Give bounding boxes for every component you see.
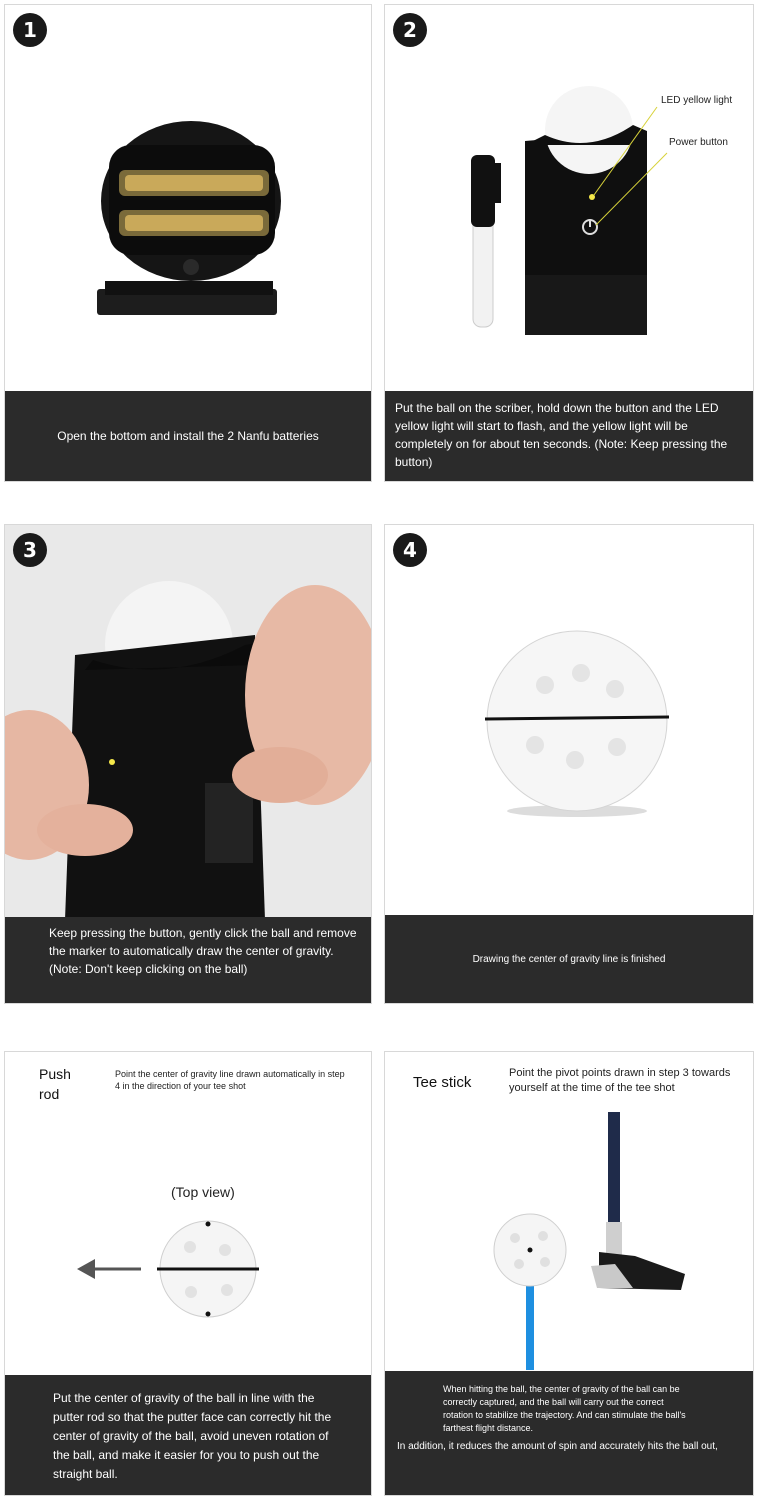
step-number-badge: 4 bbox=[393, 533, 427, 567]
caption-text-2: In addition, it reduces the amount of spin and accurately hits the ball out, bbox=[397, 1441, 718, 1452]
finished-ball-image bbox=[385, 525, 754, 915]
step-number-badge: 1 bbox=[13, 13, 47, 47]
top-view-label: (Top view) bbox=[171, 1184, 235, 1200]
step-2-caption bbox=[385, 391, 753, 481]
step-4-panel bbox=[384, 524, 754, 1004]
step-4-caption bbox=[385, 915, 753, 1003]
tee-stick-caption bbox=[385, 1371, 753, 1495]
led-yellow-light-label: LED yellow light bbox=[661, 95, 733, 106]
step-3-caption bbox=[5, 917, 371, 1003]
push-rod-title: Push rod bbox=[39, 1066, 71, 1102]
caption-text: Put the ball on the scriber, hold down the button and the LED yellow light will start to flash, and the yellow light will be completely on for about ten seconds. (Note: Keep pressing the button) bbox=[395, 401, 728, 469]
tee-stick-panel bbox=[384, 1051, 754, 1496]
push-rod-panel bbox=[4, 1051, 372, 1496]
tee-stick-title: Tee stick bbox=[413, 1074, 472, 1091]
caption-text-1: When hitting the ball, the center of gravity of the ball can be correctly captured, and the ball will carry out the correct rotation to stabilize the trajectory. And can stimulate the ball's farthest flight distance. bbox=[443, 1384, 686, 1433]
left-arrow-icon bbox=[77, 1259, 95, 1279]
scriber-with-ball-image bbox=[385, 5, 754, 395]
step-2-panel bbox=[384, 4, 754, 482]
caption-text: Keep pressing the button, gently click the ball and remove the marker to automatically draw the center of gravity. (Note: Don't keep clicking on the ball) bbox=[49, 926, 357, 976]
caption-text: Put the center of gravity of the ball in line with the putter rod so that the putter face can correctly hit the center of gravity of the ball, avoid uneven rotation of the ball, and make it easier for you to push out the straight ball. bbox=[53, 1391, 332, 1481]
tee-stick-note: Point the pivot points drawn in step 3 towards yourself at the time of the tee shot bbox=[509, 1067, 731, 1094]
step-1-panel bbox=[4, 4, 372, 482]
pressing-button-image bbox=[5, 525, 372, 920]
top-view-ball-image bbox=[5, 1052, 372, 1377]
caption-text: Drawing the center of gravity line is finished bbox=[472, 953, 666, 965]
step-3-panel bbox=[4, 524, 372, 1004]
caption-text: Open the bottom and install the 2 Nanfu batteries bbox=[57, 429, 319, 443]
push-rod-caption bbox=[5, 1375, 371, 1495]
push-rod-note: Point the center of gravity line drawn automatically in step 4 in the direction of your tee shot bbox=[115, 1069, 345, 1091]
tee-shot-image bbox=[385, 1052, 754, 1377]
battery-compartment-image bbox=[5, 5, 372, 395]
step-number-badge: 2 bbox=[393, 13, 427, 47]
power-button-label: Power button bbox=[669, 137, 728, 148]
step-1-caption bbox=[5, 391, 371, 481]
step-number-badge: 3 bbox=[13, 533, 47, 567]
